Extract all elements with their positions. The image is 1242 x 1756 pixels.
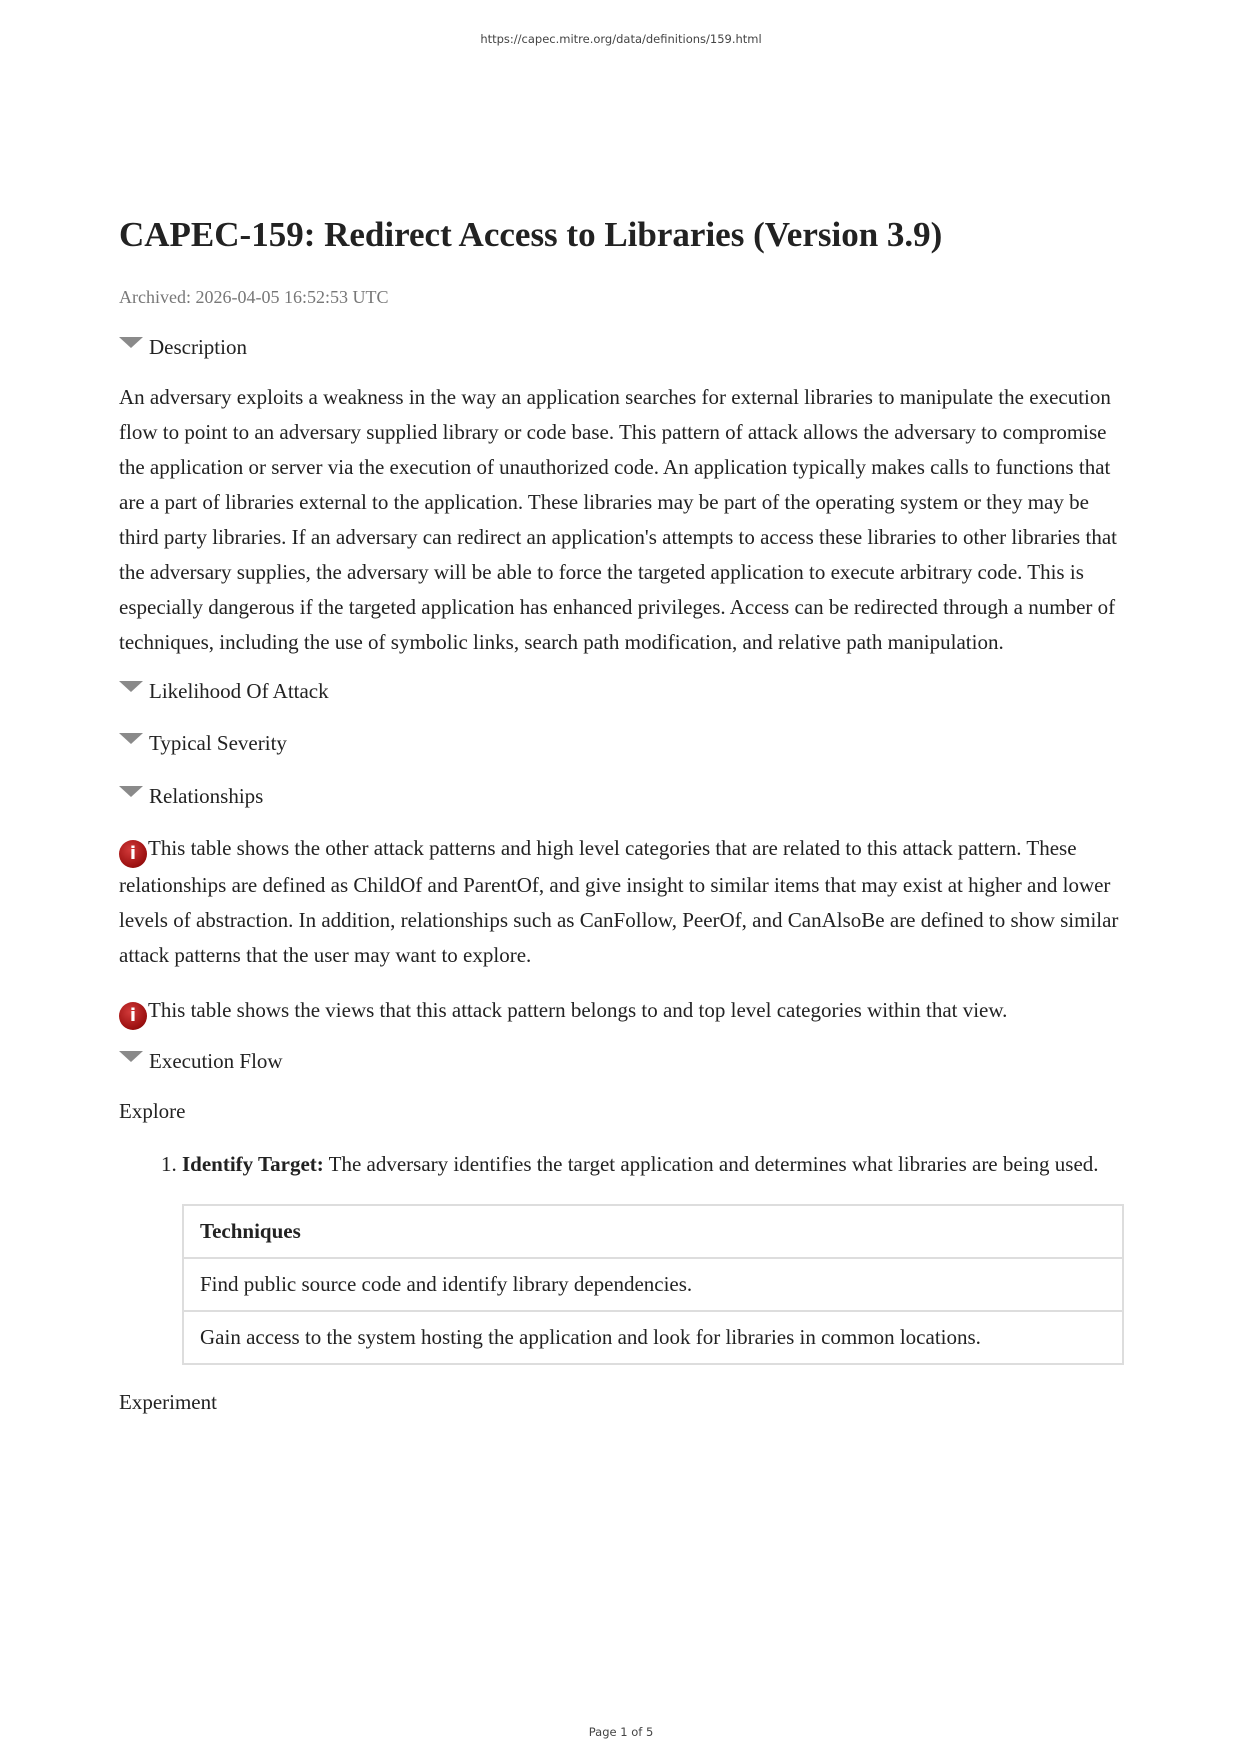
section-likelihood-toggle[interactable] xyxy=(119,678,1124,704)
technique-row: Gain access to the system hosting the application and look for libraries in common locations. xyxy=(183,1311,1123,1364)
collapse-triangle-icon xyxy=(119,1051,143,1062)
section-description-label: Description xyxy=(149,335,247,359)
info-icon: i xyxy=(119,1002,147,1030)
collapse-triangle-icon xyxy=(119,337,143,348)
relationships-note-1 xyxy=(119,831,1124,973)
section-relationships-toggle[interactable] xyxy=(119,783,1124,809)
section-severity-toggle[interactable] xyxy=(119,730,1124,756)
section-execution-flow-label: Execution Flow xyxy=(149,1049,283,1073)
step-title: Identify Target: xyxy=(182,1152,324,1176)
section-relationships-label: Relationships xyxy=(149,784,264,808)
section-likelihood-label: Likelihood Of Attack xyxy=(149,679,329,703)
collapse-triangle-icon xyxy=(119,786,143,797)
description-text: An adversary exploits a weakness in the way an application searches for external libraries to manipulate the execution flow to point to an adversary supplied library or code base. This pattern of attack allows the adversary to compromise the application or server via the execution of unauthorized code. An application typically makes calls to functions that are a part of libraries external to the application. These libraries may be part of the operating system or they may be third party libraries. If an adversary can redirect an application's attempts to access these libraries to other libraries that the adversary supplies, the adversary will be able to force the targeted application to execute arbitrary code. This is especially dangerous if the targeted application has enhanced privileges. Access can be redirected through a number of techniques, including the use of symbolic links, search path modification, and relative path manipulation. xyxy=(119,385,1117,654)
section-description-toggle[interactable] xyxy=(119,334,1124,360)
techniques-header: Techniques xyxy=(183,1205,1123,1258)
relationships-note-2-text: This table shows the views that this attack pattern belongs to and top level categories within that view. xyxy=(148,998,1008,1022)
section-execution-flow-toggle[interactable] xyxy=(119,1048,1124,1074)
collapse-triangle-icon xyxy=(119,681,143,692)
step-text: The adversary identifies the target application and determines what libraries are being used. xyxy=(323,1152,1099,1176)
page-number: Page 1 of 5 xyxy=(588,1725,654,1739)
section-severity-label: Typical Severity xyxy=(149,731,287,755)
archived-timestamp: Archived: 2026-04-05 16:52:53 UTC xyxy=(119,287,389,307)
page-url: https://capec.mitre.org/data/definitions/159.html xyxy=(480,32,762,46)
info-icon: i xyxy=(119,840,147,868)
main-content xyxy=(119,210,1124,1420)
technique-row: Find public source code and identify library dependencies. xyxy=(183,1258,1123,1311)
techniques-table xyxy=(182,1204,1124,1365)
collapse-triangle-icon xyxy=(119,733,143,744)
explore-label: Explore xyxy=(119,1099,186,1123)
relationships-note-1-text: This table shows the other attack patterns and high level categories that are related to this attack pattern. These relationships are defined as ChildOf and ParentOf, and give insight to similar items that may exist at higher and lower levels of abstraction. In addition, relationships such as CanFollow, PeerOf, and CanAlsoBe are defined to show similar attack patterns that the user may want to explore. xyxy=(119,836,1119,967)
execution-steps-list xyxy=(119,1147,1124,1182)
execution-step xyxy=(182,1147,1124,1182)
page-title: CAPEC-159: Redirect Access to Libraries (Version 3.9) xyxy=(119,215,943,254)
experiment-label: Experiment xyxy=(119,1390,217,1414)
relationships-note-2 xyxy=(119,993,1124,1030)
